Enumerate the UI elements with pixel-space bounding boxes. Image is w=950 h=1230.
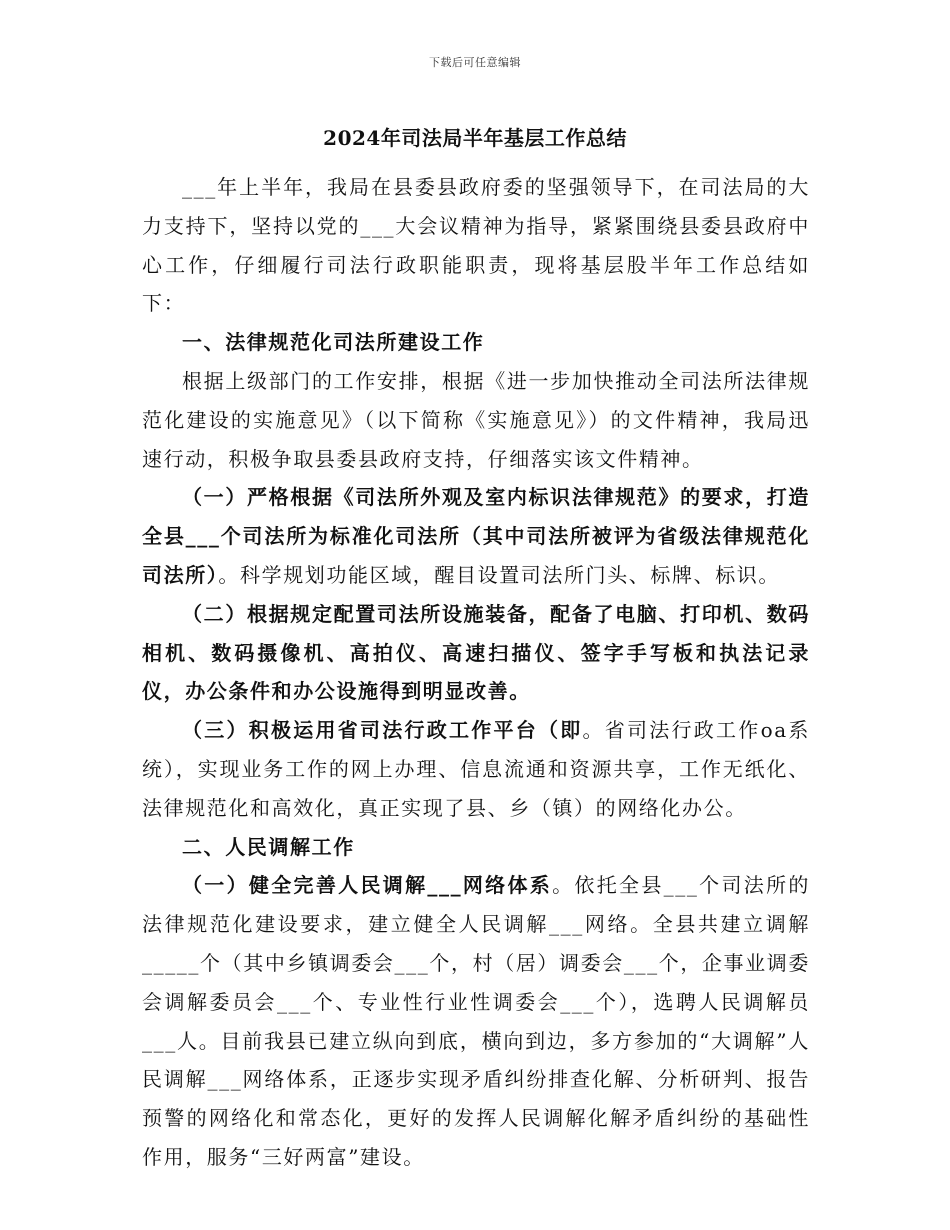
section-2-item-1-text: 。依托全县___个司法所的法律规范化建设要求，建立健全人民调解___网络。全县共建立调解_____个（其中乡镇调委会___个，村（居）调委会___个，企事业调委会调解委员会___个、专业性行业性调委会___个），选聘人民调解员___人。目前我县已建立纵向到底，横向到边，多方参加的“大调解”人民调解___网络体系，正逐步实现矛盾纠纷排查化解、分析研判、报告预警的网络化和常态化，更好的发挥人民调解化解矛盾纠纷的基础性作用，服务“三好两富”建设。 bbox=[142, 873, 810, 1169]
document-body bbox=[142, 168, 810, 1177]
section-2-heading: 二、人民调解工作 bbox=[182, 834, 355, 859]
section-1-item-1-text: 。科学规划功能区域，醒目设置司法所门头、标牌、标识。 bbox=[218, 562, 781, 587]
section-1-item-1-bold: （一）严格根据《司法所外观及室内标识法律规范》的要求，打造全县___个司法所为标准化司法所（其中司法所被评为省级法律规范化司法所） bbox=[142, 485, 810, 587]
section-2-item-1-bold: （一）健全完善人民调解___网络体系 bbox=[182, 873, 553, 898]
section-1-item-2: （二）根据规定配置司法所设施装备，配备了电脑、打印机、数码相机、数码摄像机、高拍仪、高速扫描仪、签字手写板和执法记录仪，办公条件和办公设施得到明显改善。 bbox=[142, 601, 810, 704]
section-1-item-1 bbox=[142, 478, 810, 594]
section-1-paragraph: 根据上级部门的工作安排，根据《进一步加快推动全司法所法律规范化建设的实施意见》（以下简称《实施意见》）的文件精神，我局迅速行动，积极争取县委县政府支持，仔细落实该文件精神。 bbox=[142, 368, 810, 471]
section-1-heading: 一、法律规范化司法所建设工作 bbox=[182, 330, 485, 355]
header-note: 下载后可任意编辑 bbox=[429, 56, 521, 69]
section-1-item-3-bold: （三）积极运用省司法行政工作平台（即 bbox=[182, 718, 583, 743]
section-2-item-1 bbox=[142, 866, 810, 1176]
document-title: 2024年司法局半年基层工作总结 bbox=[323, 126, 627, 150]
section-1-item-3 bbox=[142, 711, 810, 827]
intro-paragraph: ___年上半年，我局在县委县政府委的坚强领导下，在司法局的大力支持下，坚持以党的___大会议精神为指导，紧紧围绕县委县政府中心工作，仔细履行司法行政职能职责，现将基层股半年工作总结如下： bbox=[142, 175, 810, 316]
section-1-item-3-text: 。省司法行政工作oa系统），实现业务工作的网上办理、信息流通和资源共享，工作无纸化、法律规范化和高效化，真正实现了县、乡（镇）的网络化办公。 bbox=[142, 718, 810, 820]
